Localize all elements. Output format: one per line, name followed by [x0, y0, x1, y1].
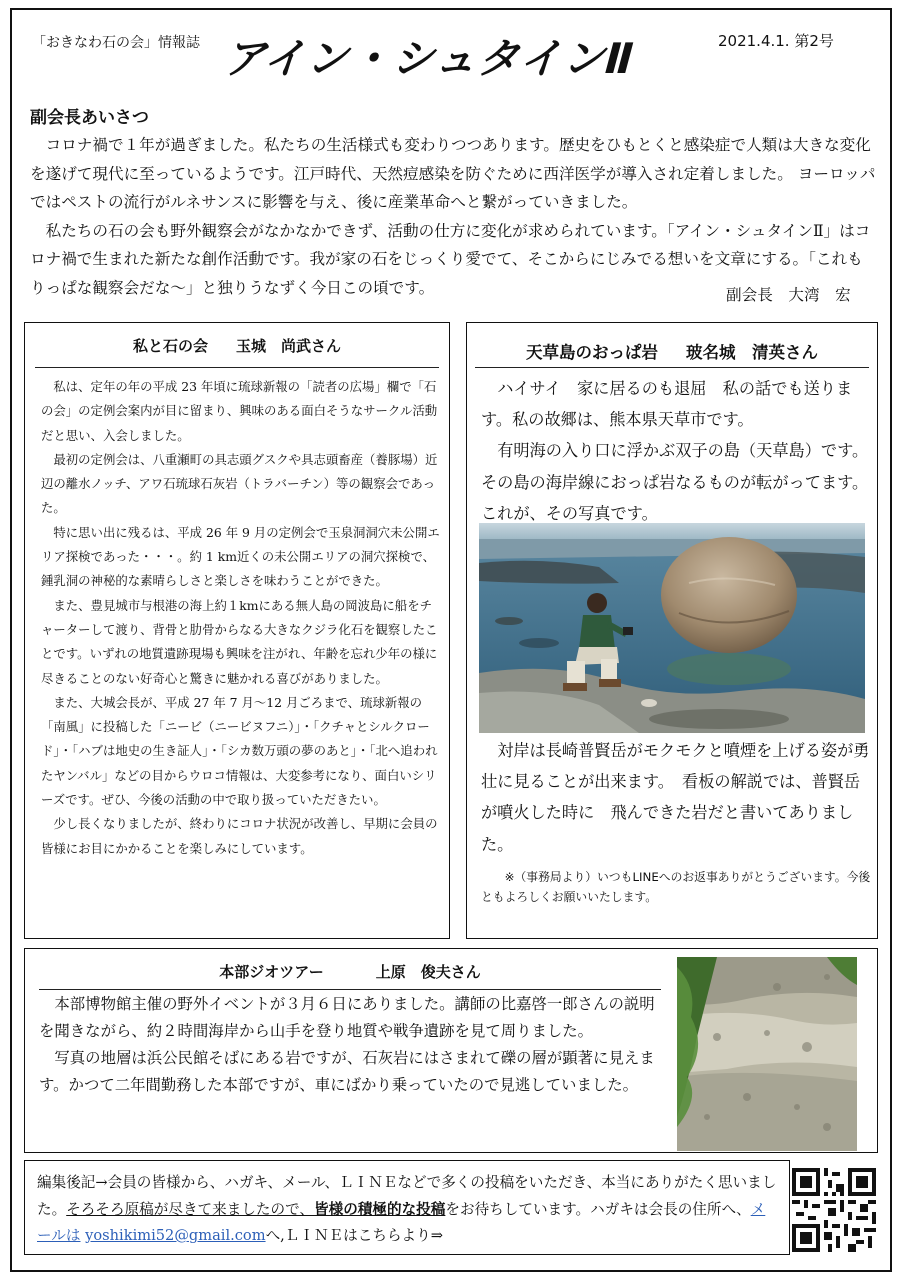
- editor-note: [37, 1170, 779, 1250]
- greeting-signature: 副会長 大湾 宏: [726, 286, 851, 304]
- article-title: 本部ジオツアー: [219, 963, 324, 981]
- article-paragraph: ハイサイ 家に居るのも退屈 私の話でも送ります。私の故郷は、熊本県天草市です。: [481, 379, 853, 430]
- rock-photo: [479, 523, 865, 733]
- mail-address-link[interactable]: yoshikimi52@gmail.com: [85, 1227, 266, 1244]
- article-author: 玉城 尚武さん: [236, 337, 342, 355]
- article-paragraph: 特に思い出に残るは、平成 26 年 9 月の定例会で玉泉洞洞穴未公開エリア探検であった・・・。約 1 km近くの未公開エリアの洞穴探検で、鍾乳洞の神秘的な素晴らしさと楽しさを味わうことができた。: [41, 524, 440, 589]
- article-body: [481, 373, 877, 529]
- editor-note-box: [24, 1160, 790, 1255]
- editor-text-underlined: そろそろ原稿が尽きて来ましたので、: [66, 1200, 315, 1218]
- article-author: 玻名城 清英さん: [686, 343, 818, 362]
- greeting-paragraph: コロナ禍で１年が過ぎました。私たちの生活様式も変わりつつあります。歴史をひもとくと感染症で人類は大きな変化を遂げて現代に至っているようです。江戸時代、天然痘感染を防ぐために西洋医学が導入され定着しました。 ヨーロッパではペストの流行がルネサンスに影響を与え、後に産業革命へと繋がっていきました。: [30, 136, 876, 211]
- article-paragraph: 私は、定年の年の平成 23 年頃に琉球新報の「読者の広場」欄で「石の会」の定例会案内が目に留まり、興味のある面白そうなサークル活動だと思い、入会しました。: [41, 379, 438, 443]
- publisher-label: 「おきなわ石の会」情報誌: [32, 35, 200, 51]
- article-heading: [467, 339, 877, 363]
- article-box-stone-club: [24, 322, 450, 939]
- article-paragraph: 写真の地層は浜公民館そばにある岩ですが、石灰岩にはさまれて礫の層が顕著に見えます。かつて二年間勤務した本部ですが、車にばかり乗っていたので見逃していました。: [39, 1049, 655, 1094]
- article-heading: [25, 961, 675, 982]
- editor-text-emphasis: 皆様の積極的な投稿: [314, 1200, 446, 1218]
- greeting-heading: 副会長あいさつ: [30, 108, 149, 128]
- office-note: [481, 867, 873, 907]
- greeting-paragraph: 私たちの石の会も野外観察会がなかなかできず、活動の仕方に変化が求められています。「アイン・シュタインⅡ」はコロナ禍で生まれた新たな創作活動です。我が家の石をじっくり愛でて、そこからにじみでる想いを文章にする。「これもりっぱな観察会だな～」と独りうなずく今日この頃です。: [30, 221, 871, 297]
- article-title: 天草島のおっぱ岩: [526, 343, 658, 362]
- article-paragraph: 本部博物館主催の野外イベントが３月６日にありました。講師の比嘉啓一郎さんの説明を聞きながら、約２時間海岸から山手を登り地質や戦争遺跡を見て周りました。: [39, 995, 655, 1040]
- article-author: 上原 俊夫さん: [375, 963, 481, 981]
- strata-photo: [677, 957, 857, 1151]
- newsletter-title: アイン・シュタインⅡ: [222, 34, 636, 83]
- mail-label: メールは: [37, 1200, 766, 1244]
- editor-text: へ,ＬＩＮＥはこちらより⇒: [265, 1227, 443, 1244]
- article-paragraph: 最初の定例会は、八重瀬町の具志頭グスクや具志頭畜産（養豚場）近辺の離水ノッチ、アワ石琉球石灰岩（トラバーチン）等の観察会であった。: [41, 451, 438, 516]
- issue-date: 2021.4.1. 第2号: [718, 32, 834, 50]
- article-paragraph: また、豊見城市与根港の海上約１kmにある無人島の岡波島に船をチャーターして渡り、背骨と肋骨からなる大きなクジラ化石を観察したことです。いずれの地質遺跡現場も興味を注がれ、年齢を忘れ少年の様に尽きることのない好奇心と驚きに魅かれる喜びがありました。: [41, 597, 438, 686]
- article-paragraph: 有明海の入り口に浮かぶ双子の島（天草島）です。その島の海岸線におっぱ岩なるものが転がってます。 これが、その写真です。: [481, 441, 877, 523]
- article-heading: [25, 335, 449, 356]
- editor-text: をお待ちしています。ハガキは会長の住所へ、: [445, 1200, 751, 1218]
- article-title: 私と石の会: [132, 337, 208, 355]
- article-box-amakusa: [466, 322, 878, 939]
- line-qr-code[interactable]: [792, 1168, 876, 1252]
- editor-text: 編集後記→会員の皆様から、ハガキ、メール、ＬＩＮＥなどで多くの投稿をいただき、本当にありがたく思いました。: [37, 1174, 777, 1218]
- article-box-geotour: [24, 948, 878, 1153]
- article-paragraph: 対岸は長崎普賢岳がモクモクと噴煙を上げる姿が勇壮に見ることが出来ます。 看板の解説では、普賢岳が噴火した時に 飛んできた岩だと書いてありました。: [481, 741, 870, 854]
- greeting-body: [30, 131, 876, 302]
- article-paragraph: 少し長くなりましたが、終わりにコロナ状況が改善し、早期に会員の皆様にお目にかかることを楽しみにしています。: [41, 816, 438, 856]
- article-body: [39, 991, 669, 1099]
- article-paragraph: また、大城会長が、平成 27 年 7 月～12 月ごろまで、琉球新報の「南風」に投稿した「ニービ（ニービヌフニ）」・「クチャとシルクロード」・「ハブは地史の生き証人」・「シカ数万頭の夢のあと」・「北へ追われたヤンバル」などの目からウロコ情報は、大変参考になり、面白いシリーズです。ぜひ、今後の活動の中で取り扱っていただきたい。: [41, 694, 438, 808]
- article-body-continued: [481, 735, 871, 860]
- article-body: [41, 375, 441, 861]
- office-note-text: ※（事務局より）いつもLINEへのお返事ありがとうございます。今後ともよろしくお願いいたします。: [481, 870, 871, 904]
